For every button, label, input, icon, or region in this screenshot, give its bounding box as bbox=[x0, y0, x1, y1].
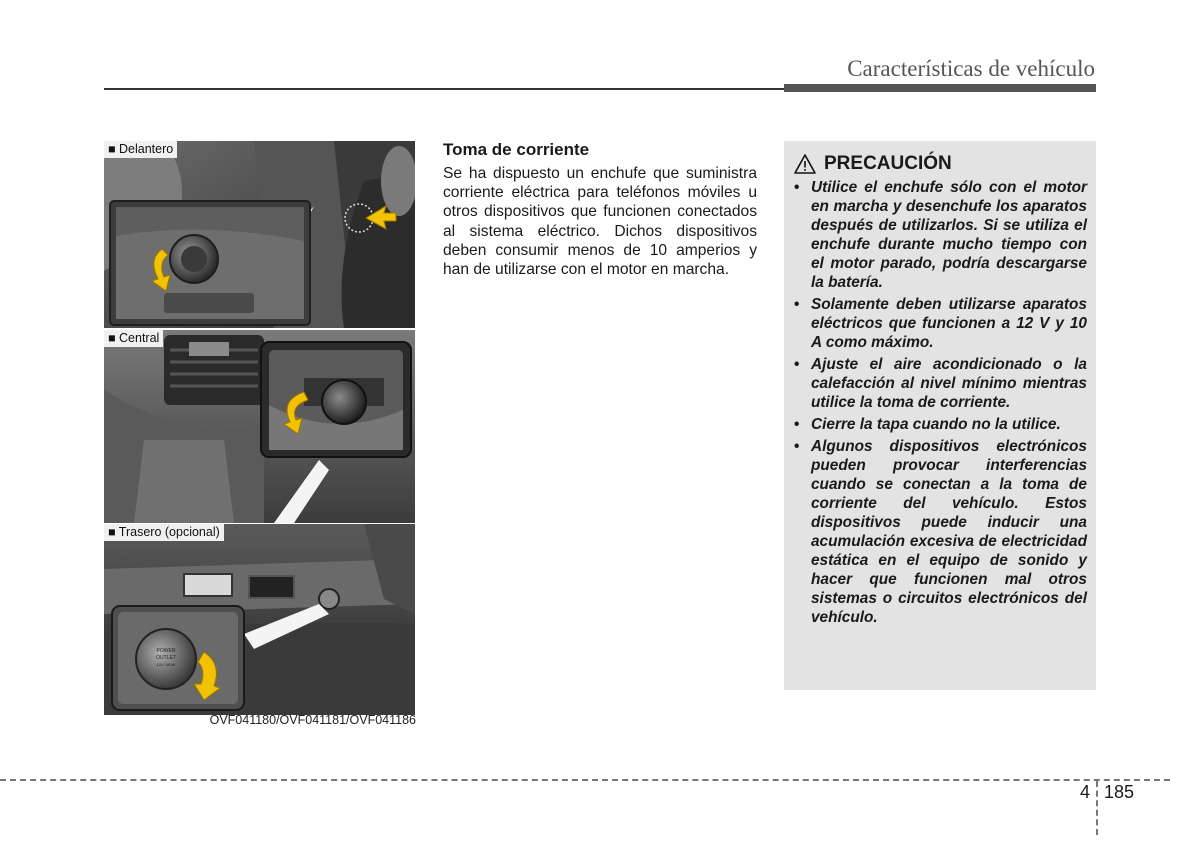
rear-outlet-illustration bbox=[104, 524, 415, 715]
photo-label-rear: ■ Trasero (opcional) bbox=[104, 524, 224, 541]
footer-divider bbox=[1096, 781, 1098, 835]
photo-front-outlet bbox=[104, 141, 415, 328]
front-outlet-illustration bbox=[104, 141, 415, 328]
caution-item: • Algunos dispositivos electrónicos pueden provocar interferencias cuando se conectan a la toma de corriente del vehículo. Estos dispositivos puede inducir una acumulación excesiva de electricidad estática en el equipo de sonido y hacer que funcionen mal otros sistemas o circuitos electrónicos del vehículo. bbox=[793, 437, 1087, 627]
caution-item: • Utilice el enchufe sólo con el motor en marcha y desenchufe los aparatos después de utilizarlos. Si se utiliza el enchufe durante mucho tiempo con el motor parado, podría descargarse la batería. bbox=[793, 178, 1087, 292]
section-body: Se ha dispuesto un enchufe que suministra corriente eléctrica para teléfonos móviles u otros dispositivos que funcionen conectados al sistema eléctrico. Dichos dispositivos deben consumir menos de 10 amperios y han de utilizarse con el motor en marcha. bbox=[443, 165, 757, 279]
header-rule bbox=[104, 88, 784, 90]
caution-box bbox=[784, 141, 1096, 690]
page-number: 185 bbox=[1104, 782, 1135, 802]
outlet-cap-text: POWER bbox=[156, 648, 176, 654]
center-outlet-illustration bbox=[104, 330, 415, 523]
svg-text:12V 180W: 12V 180W bbox=[156, 662, 176, 667]
caution-item: • Cierre la tapa cuando no la utilice. bbox=[793, 415, 1087, 434]
photo-center-outlet bbox=[104, 330, 415, 523]
image-caption: OVF041180/OVF041181/OVF041186 bbox=[209, 713, 416, 727]
photo-rear-outlet bbox=[104, 524, 415, 715]
warning-triangle-icon bbox=[794, 154, 816, 174]
caution-item: • Ajuste el aire acondicionado o la calefacción al nivel mínimo mientras utilice la toma de corriente. bbox=[793, 355, 1087, 412]
page-header-title: Características de vehículo bbox=[847, 56, 1095, 81]
photo-label-center: ■ Central bbox=[104, 330, 163, 347]
chapter-number: 4 bbox=[1080, 782, 1091, 802]
photo-label-front: ■ Delantero bbox=[104, 141, 177, 158]
section-title: Toma de corriente bbox=[443, 140, 590, 159]
caution-item: • Solamente deben utilizarse aparatos eléctricos que funcionen a 12 V y 10 A como máximo. bbox=[793, 295, 1087, 352]
svg-text:OUTLET: OUTLET bbox=[156, 655, 176, 661]
footer-rule bbox=[0, 779, 1170, 781]
caution-title: PRECAUCIÓN bbox=[824, 153, 952, 174]
header-rule-accent bbox=[784, 84, 1096, 92]
caution-list bbox=[793, 178, 1087, 630]
caution-header bbox=[794, 153, 952, 175]
